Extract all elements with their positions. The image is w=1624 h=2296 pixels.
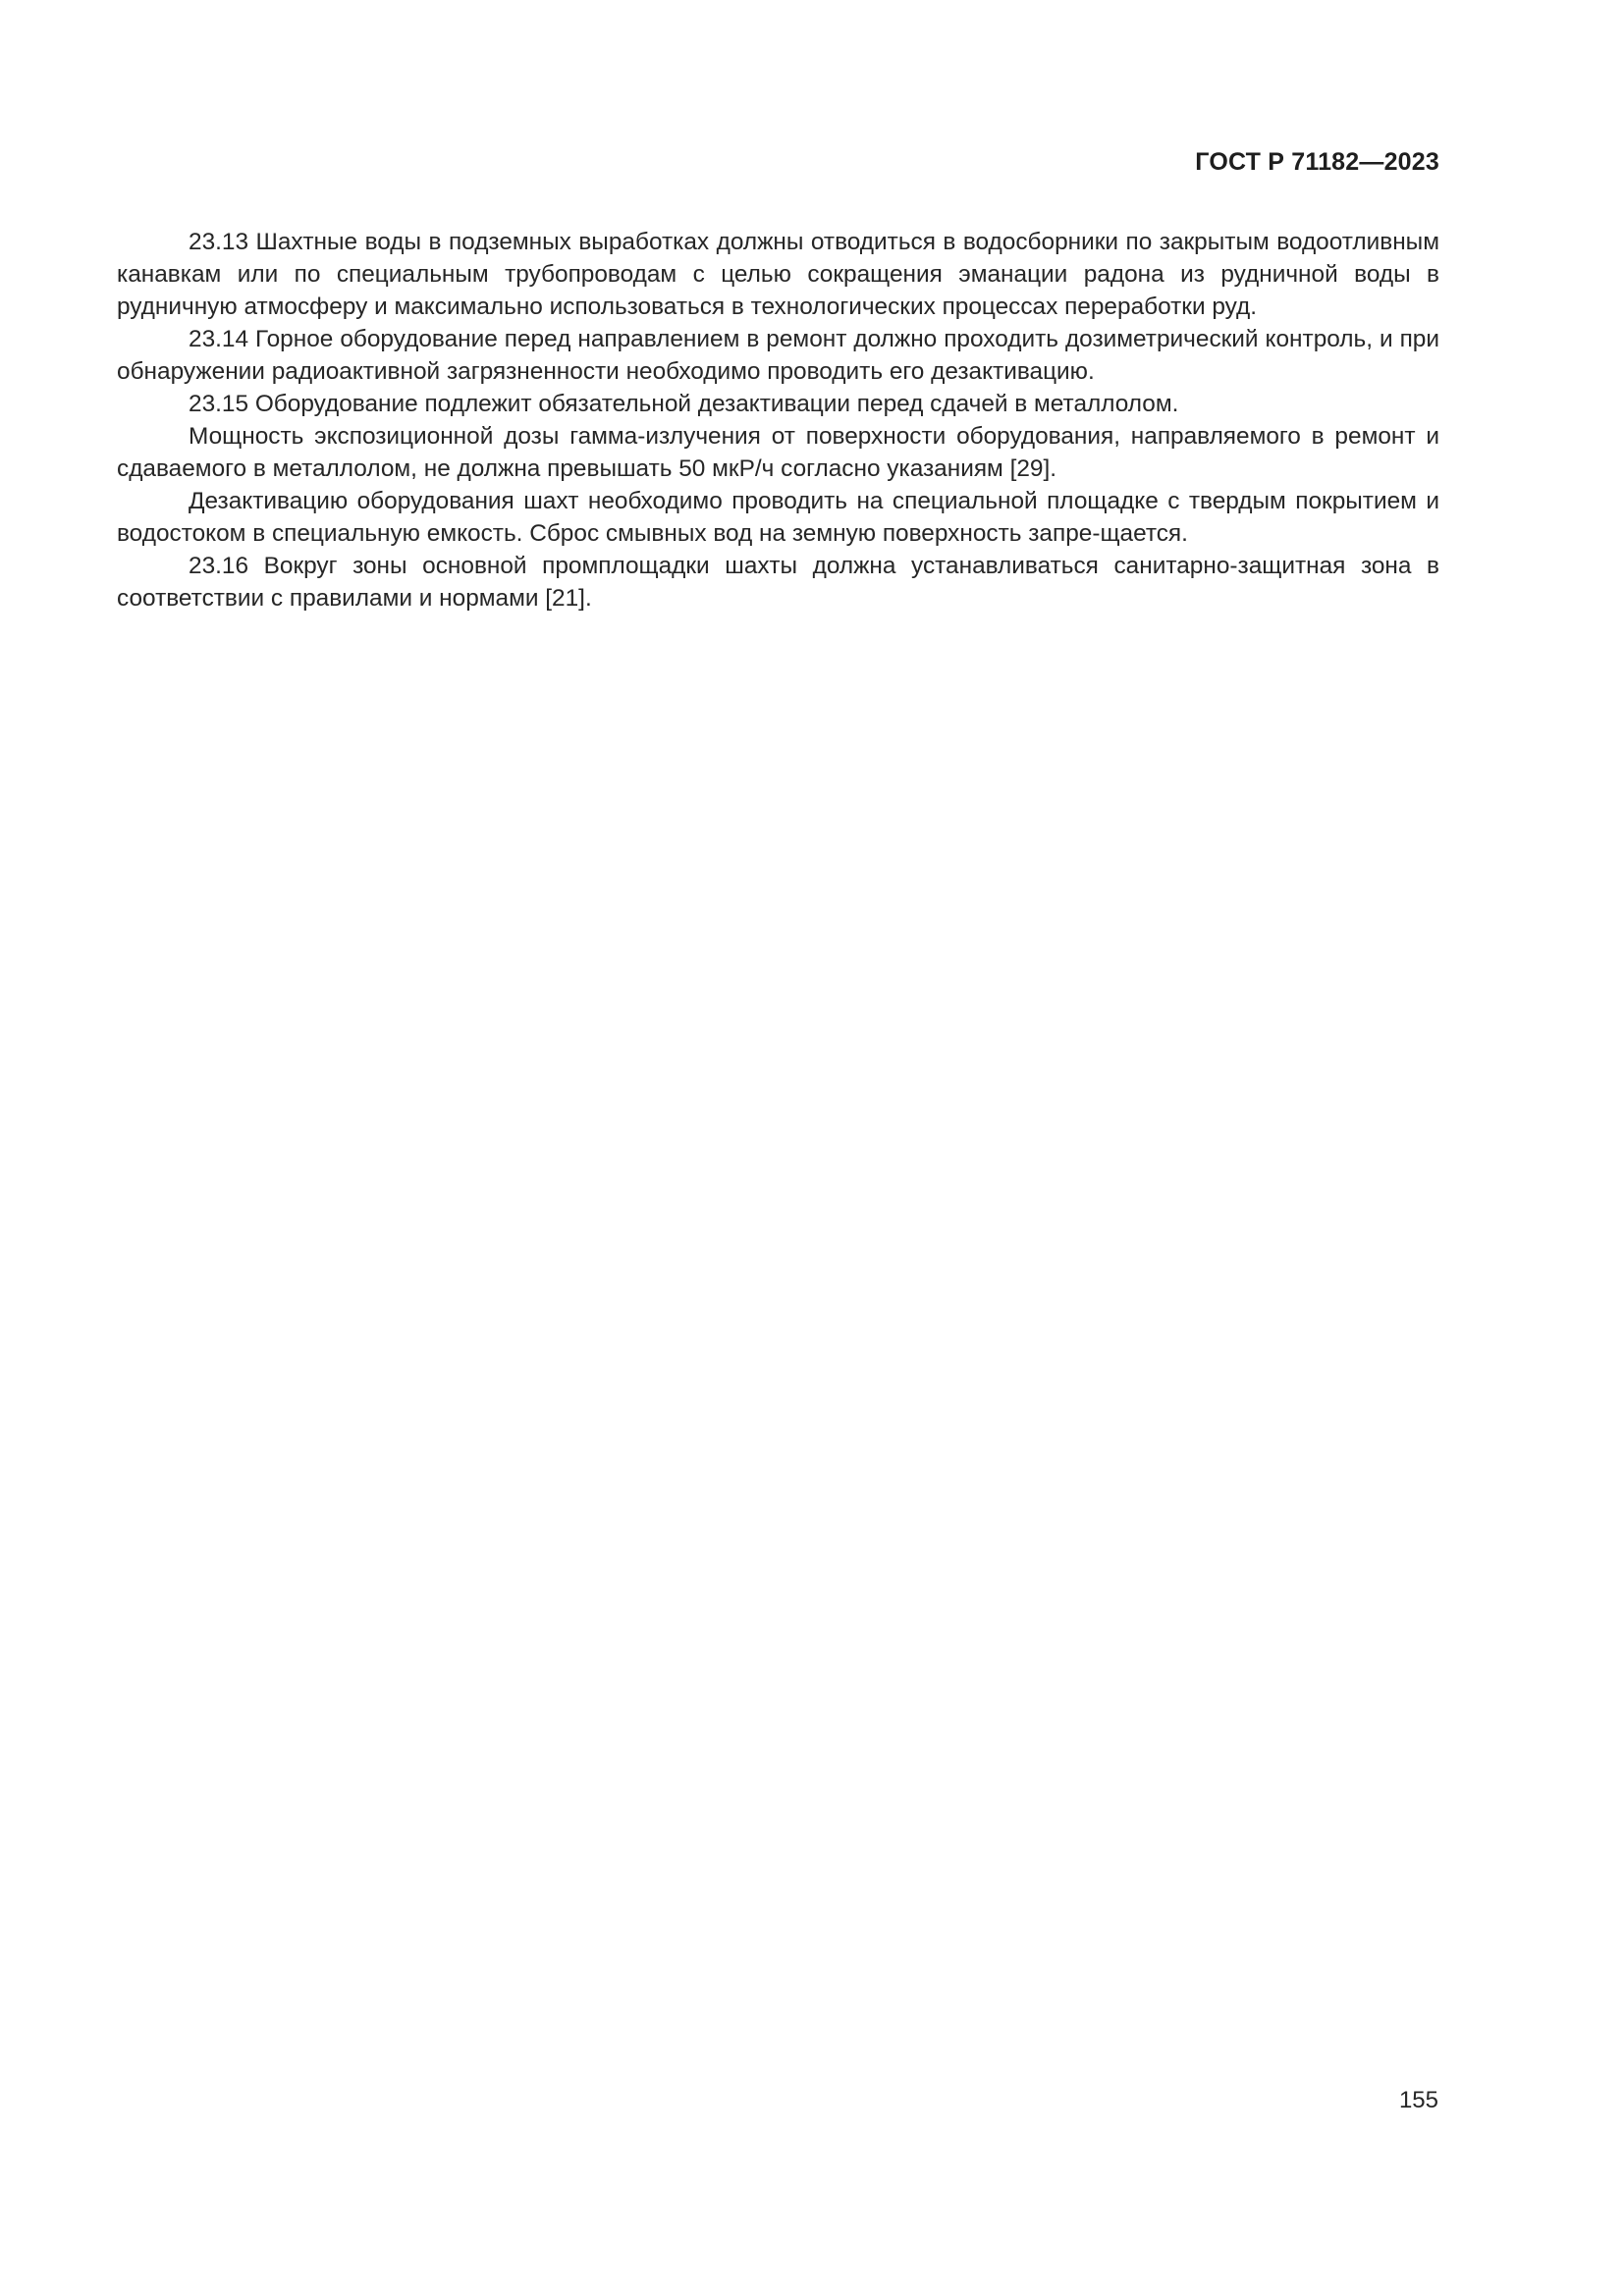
paragraph-dose-rate: Мощность экспозиционной дозы гамма-излучения от поверхности оборудования, направляемого в ремонт и сдаваемого в металлолом, не должна превышать 50 мкР/ч согласно указаниям [29]. xyxy=(117,423,1439,482)
paragraph-decontamination-site: Дезактивацию оборудования шахт необходимо проводить на специальной площадке с твердым покрытием и водостоком в специальную емкость. Сброс смывных вод на земную поверхность запре-щается. xyxy=(117,488,1439,547)
document-body xyxy=(117,226,1439,614)
paragraph-23-14: 23.14 Горное оборудование перед направлением в ремонт должно проходить дозиметрический контроль, и при обнаружении радиоактивной загрязненности необходимо проводить его дезактивацию. xyxy=(117,326,1439,385)
page-number: 155 xyxy=(1398,2087,1438,2113)
paragraph-23-16: 23.16 Вокруг зоны основной промплощадки шахты должна устанавливаться санитарно-защитная зона в соответствии с правилами и нормами [21]. xyxy=(117,553,1439,612)
paragraph-23-13: 23.13 Шахтные воды в подземных выработках должны отводиться в водосборники по закрытым водоотливным канавкам или по специальным трубопроводам с целью сокращения эманации радона из рудничной воды в рудничную атмосферу и максимально использоваться в технологических процессах переработки руд. xyxy=(117,229,1439,320)
paragraph-23-15: 23.15 Оборудование подлежит обязательной дезактивации перед сдачей в металлолом. xyxy=(189,391,1179,417)
standard-designation: ГОСТ Р 71182—2023 xyxy=(1195,148,1439,176)
